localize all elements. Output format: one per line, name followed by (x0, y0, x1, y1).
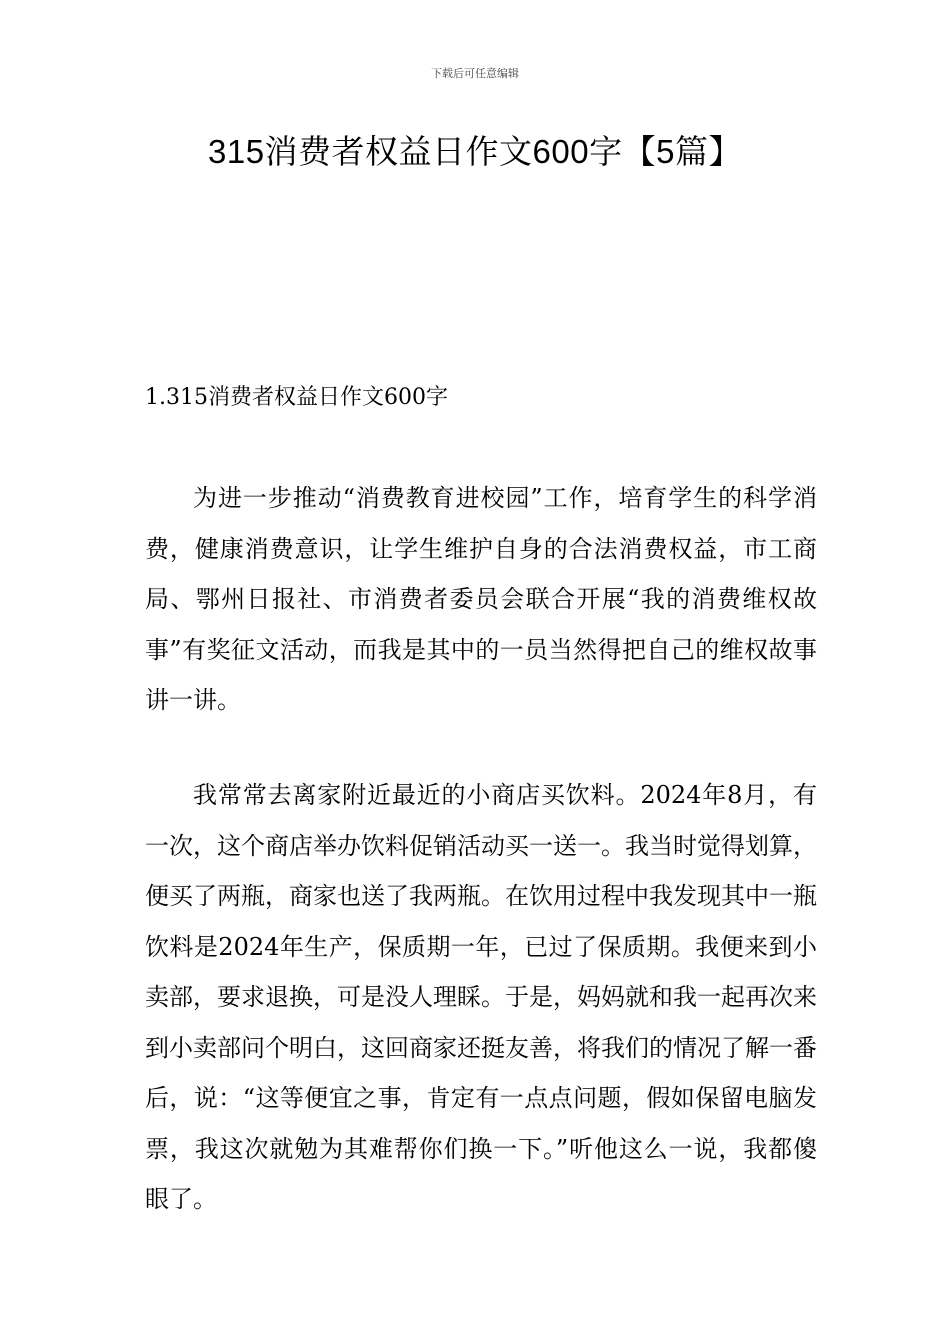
body-paragraph-1: 为进一步推动“消费教育进校园”工作，培育学生的科学消费，健康消费意识，让学生维护自身的合法消费权益，市工商局、鄂州日报社、市消费者委员会联合开展“我的消费维权故事”有奖征文活动，而我是其中的一员当然得把自己的维权故事讲一讲。 (145, 484, 817, 714)
document-title: 315消费者权益日作文600字【5篇】 (208, 133, 742, 170)
header-note: 下载后可任意编辑 (431, 67, 519, 80)
body-paragraph-2: 我常常去离家附近最近的小商店买饮料。2024年8月，有一次，这个商店举办饮料促销活动买一送一。我当时觉得划算，便买了两瓶，商家也送了我两瓶。在饮用过程中我发现其中一瓶饮料是2024年生产，保质期一年，已过了保质期。我便来到小卖部，要求退换，可是没人理睬。于是，妈妈就和我一起再次来到小卖部问个明白，这回商家还挺友善，将我们的情况了解一番后，说：“这等便宜之事，肯定有一点点问题，假如保留电脑发票，我这次就勉为其难帮你们换一下。”听他这么一说，我都傻眼了。 (145, 781, 817, 1213)
section-heading: 1.315消费者权益日作文600字 (145, 385, 448, 410)
